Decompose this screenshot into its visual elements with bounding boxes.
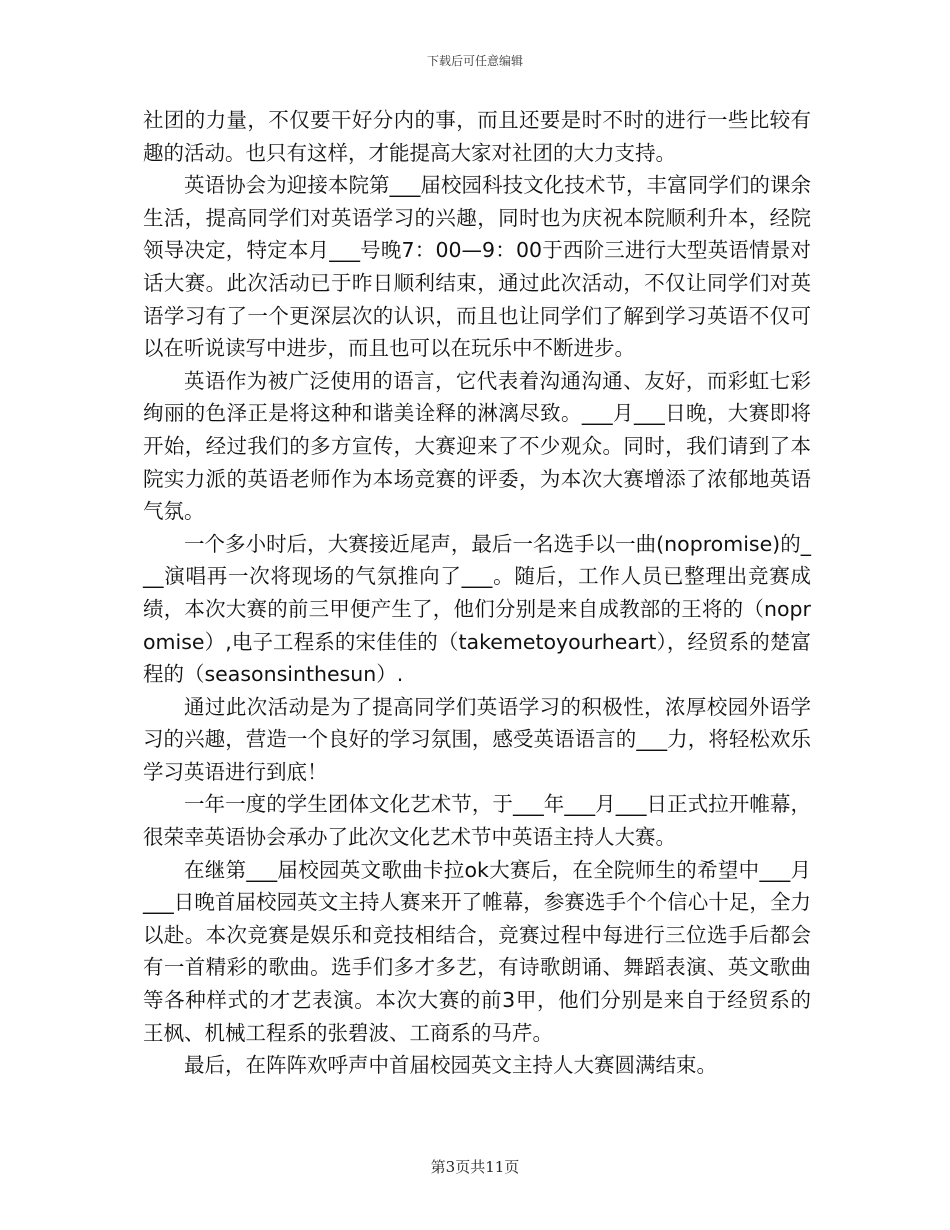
paragraph-5: 通过此次活动是为了提高同学们英语学习的积极性，浓厚校园外语学习的兴趣，营造一个良好的学习氛围，感受英语语言的___力，将轻松欢乐学习英语进行到底！ [143,694,811,784]
paragraph-6: 一年一度的学生团体文化艺术节，于___年___月___日正式拉开帷幕，很荣幸英语协会承办了此次文化艺术节中英语主持人大赛。 [143,792,811,850]
paragraph-1: 社团的力量，不仅要干好分内的事，而且还要是时不时的进行一些比较有趣的活动。也只有这样，才能提高大家对社团的大力支持。 [143,108,811,165]
paragraph-2: 英语协会为迎接本院第___届校园科技文化技术节，丰富同学们的课余生活，提高同学们对英语学习的兴趣，同时也为庆祝本院顺利升本，经院领导决定，特定本月___号晚7：00—9：00于西阶三进行大型英语情景对话大赛。此次活动已于昨日顺利结束，通过此次活动，不仅让同学们对英语学习有了一个更深层次的认识，而且也让同学们了解到学习英语不仅可以在听说读写中进步，而且也可以在玩乐中不断进步。 [143,173,811,361]
paragraph-4: 一个多小时后，大赛接近尾声，最后一名选手以一曲(nopromise)的___演唱再一次将现场的气氛推向了___。随后，工作人员已整理出竞赛成绩，本次大赛的前三甲便产生了，他们分别是来自成教部的王将的（nopromise）,电子工程系的宋佳佳的（takemetoyourheart），经贸系的楚富程的（seasonsinthesun）. [143,531,811,687]
paragraph-3: 英语作为被广泛使用的语言，它代表着沟通沟通、友好，而彩虹七彩绚丽的色泽正是将这种和谐美诠释的淋漓尽致。___月___日晚，大赛即将开始，经过我们的多方宣传，大赛迎来了不少观众。同时，我们请到了本院实力派的英语老师作为本场竞赛的评委，为本次大赛增添了浓郁地英语气氛。 [143,368,811,524]
page-header: 下载后可任意编辑 [426,54,523,68]
paragraph-7: 在继第___届校园英文歌曲卡拉ok大赛后，在全院师生的希望中___月___日晚首届校园英文主持人赛来开了帷幕，参赛选手个个信心十足，全力以赴。本次竞赛是娱乐和竞技相结合，竞赛过程中每进行三位选手后都会有一首精彩的歌曲。选手们多才多艺，有诗歌朗诵、舞蹈表演、英文歌曲等各种样式的才艺表演。本次大赛的前3甲，他们分别是来自于经贸系的王枫、机械工程系的张碧波、工商系的马芹。 [143,857,811,1045]
paragraph-8: 最后，在阵阵欢呼声中首届校园英文主持人大赛圆满结束。 [184,1053,717,1078]
document-body [143,104,811,1082]
page-number: 第3页共11页 [430,1158,520,1176]
